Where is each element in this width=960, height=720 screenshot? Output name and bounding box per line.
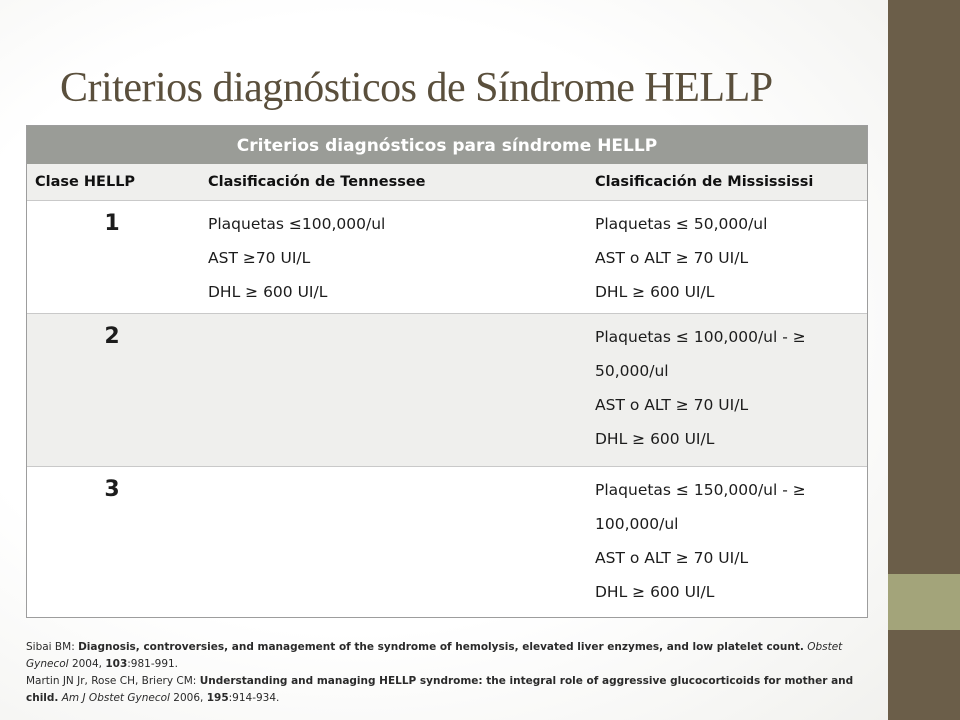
header-mississippi: Clasificación de Missississi <box>595 174 814 190</box>
criterion-line: AST o ALT ≥ 70 UI/L <box>595 396 749 414</box>
table-row <box>27 314 867 467</box>
criterion-line: 50,000/ul <box>595 362 669 380</box>
criterion-line: Plaquetas ≤ 50,000/ul <box>595 215 768 233</box>
criterion-line: 100,000/ul <box>595 515 679 533</box>
criterion-line: DHL ≥ 600 UI/L <box>208 283 328 301</box>
slide-title: Criterios diagnósticos de Síndrome HELLP <box>60 65 773 111</box>
criterion-line: DHL ≥ 600 UI/L <box>595 430 715 448</box>
mississippi-cell <box>595 207 860 309</box>
header-tennessee: Clasificación de Tennessee <box>208 174 426 190</box>
criterion-line: Plaquetas ≤ 150,000/ul - ≥ <box>595 481 806 499</box>
sidebar-dark-band <box>888 0 960 574</box>
references <box>26 639 866 707</box>
criterion-line: DHL ≥ 600 UI/L <box>595 283 715 301</box>
criterion-line: AST ≥70 UI/L <box>208 249 311 267</box>
criterion-line: AST o ALT ≥ 70 UI/L <box>595 549 749 567</box>
sidebar-light-band <box>888 574 960 630</box>
mississippi-cell <box>595 473 860 609</box>
criteria-table <box>26 125 868 618</box>
ref-year: 2006, <box>173 692 204 704</box>
criterion-line: AST o ALT ≥ 70 UI/L <box>595 249 749 267</box>
ref-volume: 195 <box>206 692 229 704</box>
sidebar-bottom-band <box>888 630 960 720</box>
criterion-line: Plaquetas ≤100,000/ul <box>208 215 386 233</box>
ref-year: 2004, <box>71 658 102 670</box>
clase-number: 1 <box>104 211 120 236</box>
tennessee-cell <box>208 207 588 309</box>
criterion-line: Plaquetas ≤ 100,000/ul - ≥ <box>595 328 806 346</box>
ref-author: Sibai BM <box>26 641 72 653</box>
header-clase: Clase HELLP <box>35 174 136 190</box>
table-row <box>27 467 867 617</box>
ref-author: Martin JN Jr, Rose CH, Briery CM <box>26 675 193 687</box>
reference-entry: Martin JN Jr, Rose CH, Briery CM: Understanding and managing HELLP syndrome: the integral role of aggressive glucocorticoids for mother and child. Am J Obstet Gynecol 2006, 195:914-934. <box>26 675 854 704</box>
clase-number: 2 <box>104 324 120 349</box>
criterion-line: DHL ≥ 600 UI/L <box>595 583 715 601</box>
ref-journal: Obstet Gynecol <box>26 641 843 670</box>
ref-journal: Am J Obstet Gynecol <box>61 692 170 704</box>
reference-entry: Sibai BM: Diagnosis, controversies, and management of the syndrome of hemolysis, elevated liver enzymes, and low platelet count. Obstet Gynecol 2004, 103:981-991. <box>26 641 843 670</box>
ref-volume: 103 <box>105 658 128 670</box>
ref-title: Understanding and managing HELLP syndrome: the integral role of aggressive glucocorticoids for mother and child. <box>26 675 854 704</box>
table-header-row <box>27 164 867 201</box>
ref-pages: :914-934. <box>228 692 280 704</box>
table-row <box>27 201 867 314</box>
table-caption: Criterios diagnósticos para síndrome HELLP <box>27 126 867 164</box>
ref-pages: :981-991. <box>127 658 179 670</box>
ref-title: Diagnosis, controversies, and management of the syndrome of hemolysis, elevated liver enzymes, and low platelet count. <box>78 641 804 653</box>
clase-number: 3 <box>104 477 120 502</box>
mississippi-cell <box>595 320 860 456</box>
